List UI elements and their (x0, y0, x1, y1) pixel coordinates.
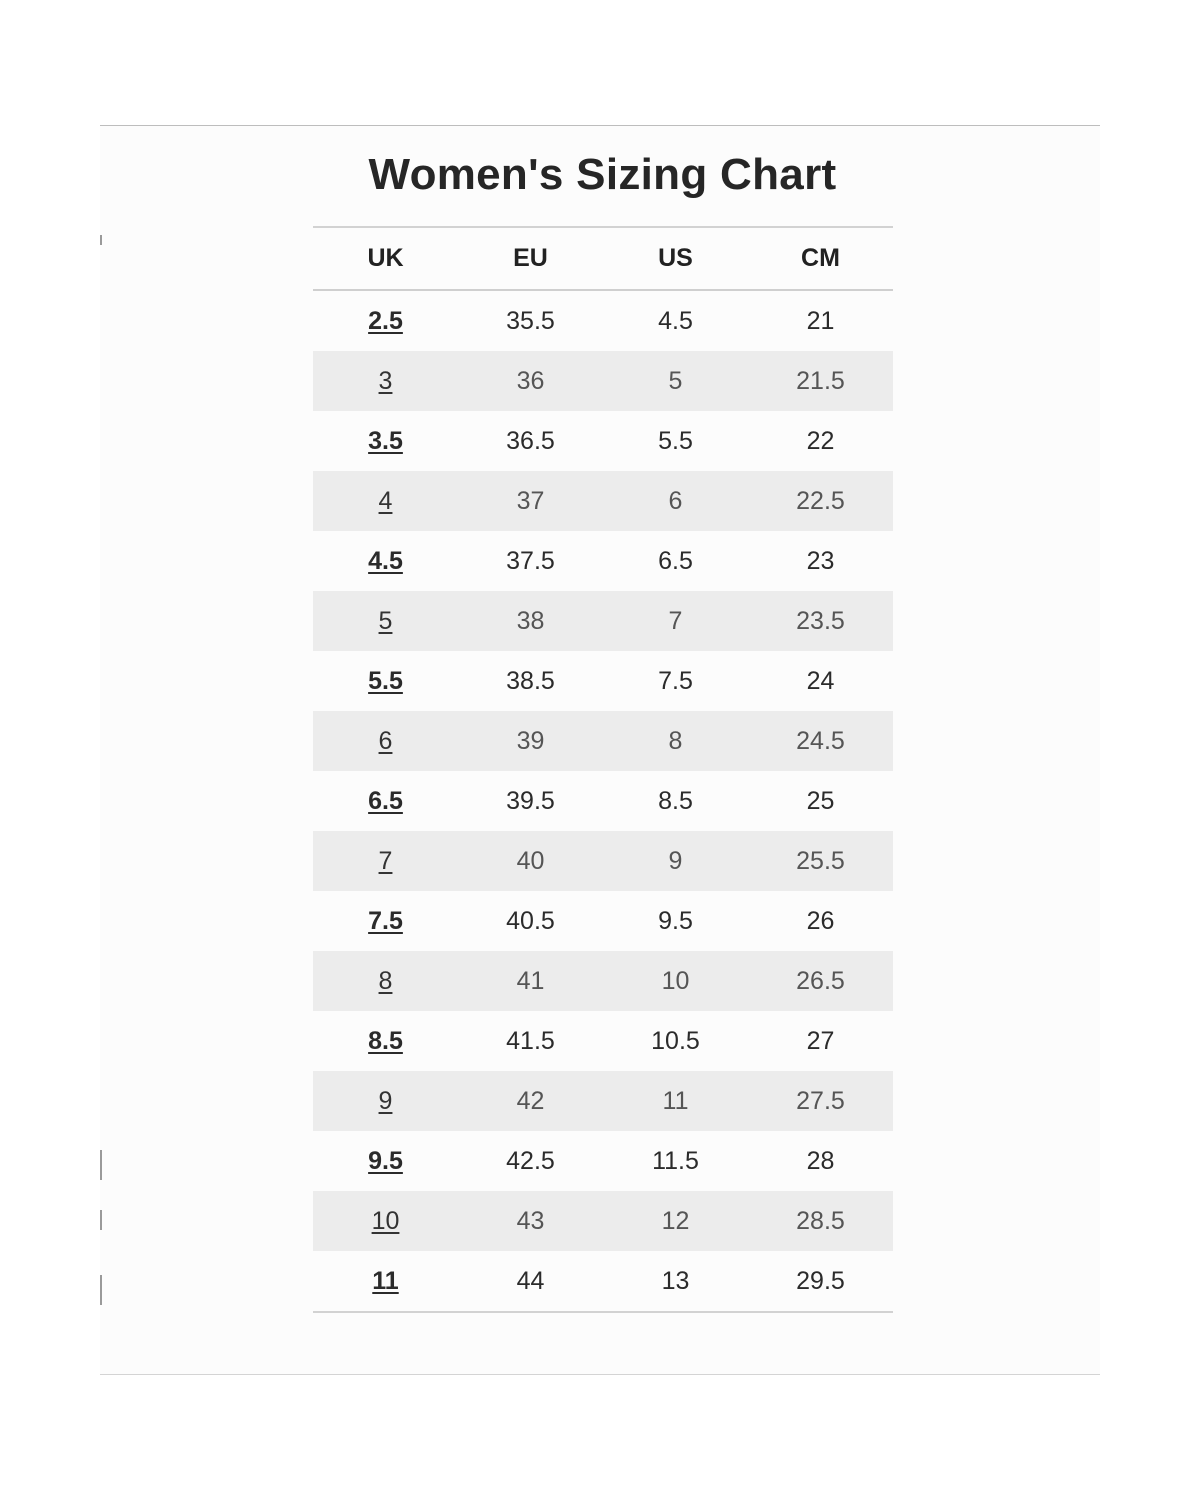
table-row (313, 1251, 893, 1311)
eu-size-cell: 38 (516, 606, 545, 635)
table-body (313, 291, 893, 1311)
cm-size-cell: 29.5 (796, 1266, 845, 1295)
cm-size-cell: 25 (806, 786, 835, 815)
uk-size-cell[interactable]: 5.5 (368, 666, 403, 695)
cm-size-cell: 27 (806, 1026, 835, 1055)
eu-size-cell: 36.5 (506, 426, 555, 455)
uk-size-cell[interactable]: 2.5 (368, 306, 403, 335)
column-header-us: US (658, 244, 693, 272)
edge-mark (100, 1210, 102, 1230)
us-size-cell: 10.5 (651, 1026, 700, 1055)
table-header-row (313, 228, 893, 291)
table-row (313, 1071, 893, 1131)
table-row (313, 711, 893, 771)
uk-size-cell[interactable]: 8.5 (368, 1026, 403, 1055)
table-row (313, 771, 893, 831)
uk-size-cell[interactable]: 6.5 (368, 786, 403, 815)
eu-size-cell: 38.5 (506, 666, 555, 695)
cm-size-cell: 21.5 (796, 366, 845, 395)
us-size-cell: 5.5 (658, 426, 693, 455)
uk-size-cell[interactable]: 7.5 (368, 906, 403, 935)
us-size-cell: 13 (661, 1266, 690, 1295)
uk-size-cell[interactable]: 4.5 (368, 546, 403, 575)
cm-size-cell: 28.5 (796, 1206, 845, 1235)
table-row (313, 411, 893, 471)
us-size-cell: 9.5 (658, 906, 693, 935)
edge-mark (100, 1150, 102, 1180)
us-size-cell: 6 (668, 486, 683, 515)
column-header-cm: CM (801, 244, 840, 272)
edge-mark (100, 235, 102, 245)
uk-size-cell[interactable]: 9 (378, 1086, 393, 1115)
eu-size-cell: 36 (516, 366, 545, 395)
cm-size-cell: 21 (806, 306, 835, 335)
table-row (313, 531, 893, 591)
cm-size-cell: 27.5 (796, 1086, 845, 1115)
uk-size-cell[interactable]: 4 (378, 486, 393, 515)
eu-size-cell: 35.5 (506, 306, 555, 335)
eu-size-cell: 40 (516, 846, 545, 875)
cm-size-cell: 26.5 (796, 966, 845, 995)
eu-size-cell: 41.5 (506, 1026, 555, 1055)
table-row (313, 831, 893, 891)
us-size-cell: 5 (668, 366, 683, 395)
cm-size-cell: 25.5 (796, 846, 845, 875)
sizing-table (313, 226, 893, 1313)
cm-size-cell: 23.5 (796, 606, 845, 635)
eu-size-cell: 37.5 (506, 546, 555, 575)
eu-size-cell: 40.5 (506, 906, 555, 935)
eu-size-cell: 39 (516, 726, 545, 755)
uk-size-cell[interactable]: 10 (371, 1206, 400, 1235)
cm-size-cell: 23 (806, 546, 835, 575)
table-row (313, 351, 893, 411)
column-header-uk: UK (367, 244, 404, 272)
uk-size-cell[interactable]: 5 (378, 606, 393, 635)
cm-size-cell: 22.5 (796, 486, 845, 515)
table-row (313, 651, 893, 711)
us-size-cell: 4.5 (658, 306, 693, 335)
us-size-cell: 7.5 (658, 666, 693, 695)
eu-size-cell: 42.5 (506, 1146, 555, 1175)
table-row (313, 591, 893, 651)
us-size-cell: 11.5 (652, 1146, 699, 1175)
table-row (313, 1011, 893, 1071)
uk-size-cell[interactable]: 3.5 (368, 426, 403, 455)
us-size-cell: 7 (668, 606, 683, 635)
eu-size-cell: 42 (516, 1086, 545, 1115)
table-row (313, 951, 893, 1011)
uk-size-cell[interactable]: 7 (378, 846, 393, 875)
edge-mark (100, 1275, 102, 1305)
eu-size-cell: 44 (516, 1266, 545, 1295)
cm-size-cell: 24.5 (796, 726, 845, 755)
page-title: Women's Sizing Chart (368, 150, 837, 199)
us-size-cell: 8 (668, 726, 683, 755)
uk-size-cell[interactable]: 3 (378, 366, 393, 395)
us-size-cell: 6.5 (658, 546, 693, 575)
cm-size-cell: 28 (806, 1146, 835, 1175)
table-row (313, 291, 893, 351)
eu-size-cell: 39.5 (506, 786, 555, 815)
us-size-cell: 10 (661, 966, 690, 995)
us-size-cell: 11 (662, 1086, 689, 1115)
uk-size-cell[interactable]: 6 (378, 726, 393, 755)
table-row (313, 1131, 893, 1191)
us-size-cell: 8.5 (658, 786, 693, 815)
us-size-cell: 9 (668, 846, 683, 875)
table-row (313, 1191, 893, 1251)
column-header-eu: EU (513, 244, 548, 272)
eu-size-cell: 37 (516, 486, 545, 515)
table-row (313, 891, 893, 951)
cm-size-cell: 26 (806, 906, 835, 935)
eu-size-cell: 43 (516, 1206, 545, 1235)
table-row (313, 471, 893, 531)
cm-size-cell: 22 (806, 426, 835, 455)
uk-size-cell[interactable]: 11 (372, 1266, 399, 1295)
cm-size-cell: 24 (806, 666, 835, 695)
uk-size-cell[interactable]: 9.5 (368, 1146, 403, 1175)
uk-size-cell[interactable]: 8 (378, 966, 393, 995)
eu-size-cell: 41 (516, 966, 545, 995)
us-size-cell: 12 (661, 1206, 690, 1235)
